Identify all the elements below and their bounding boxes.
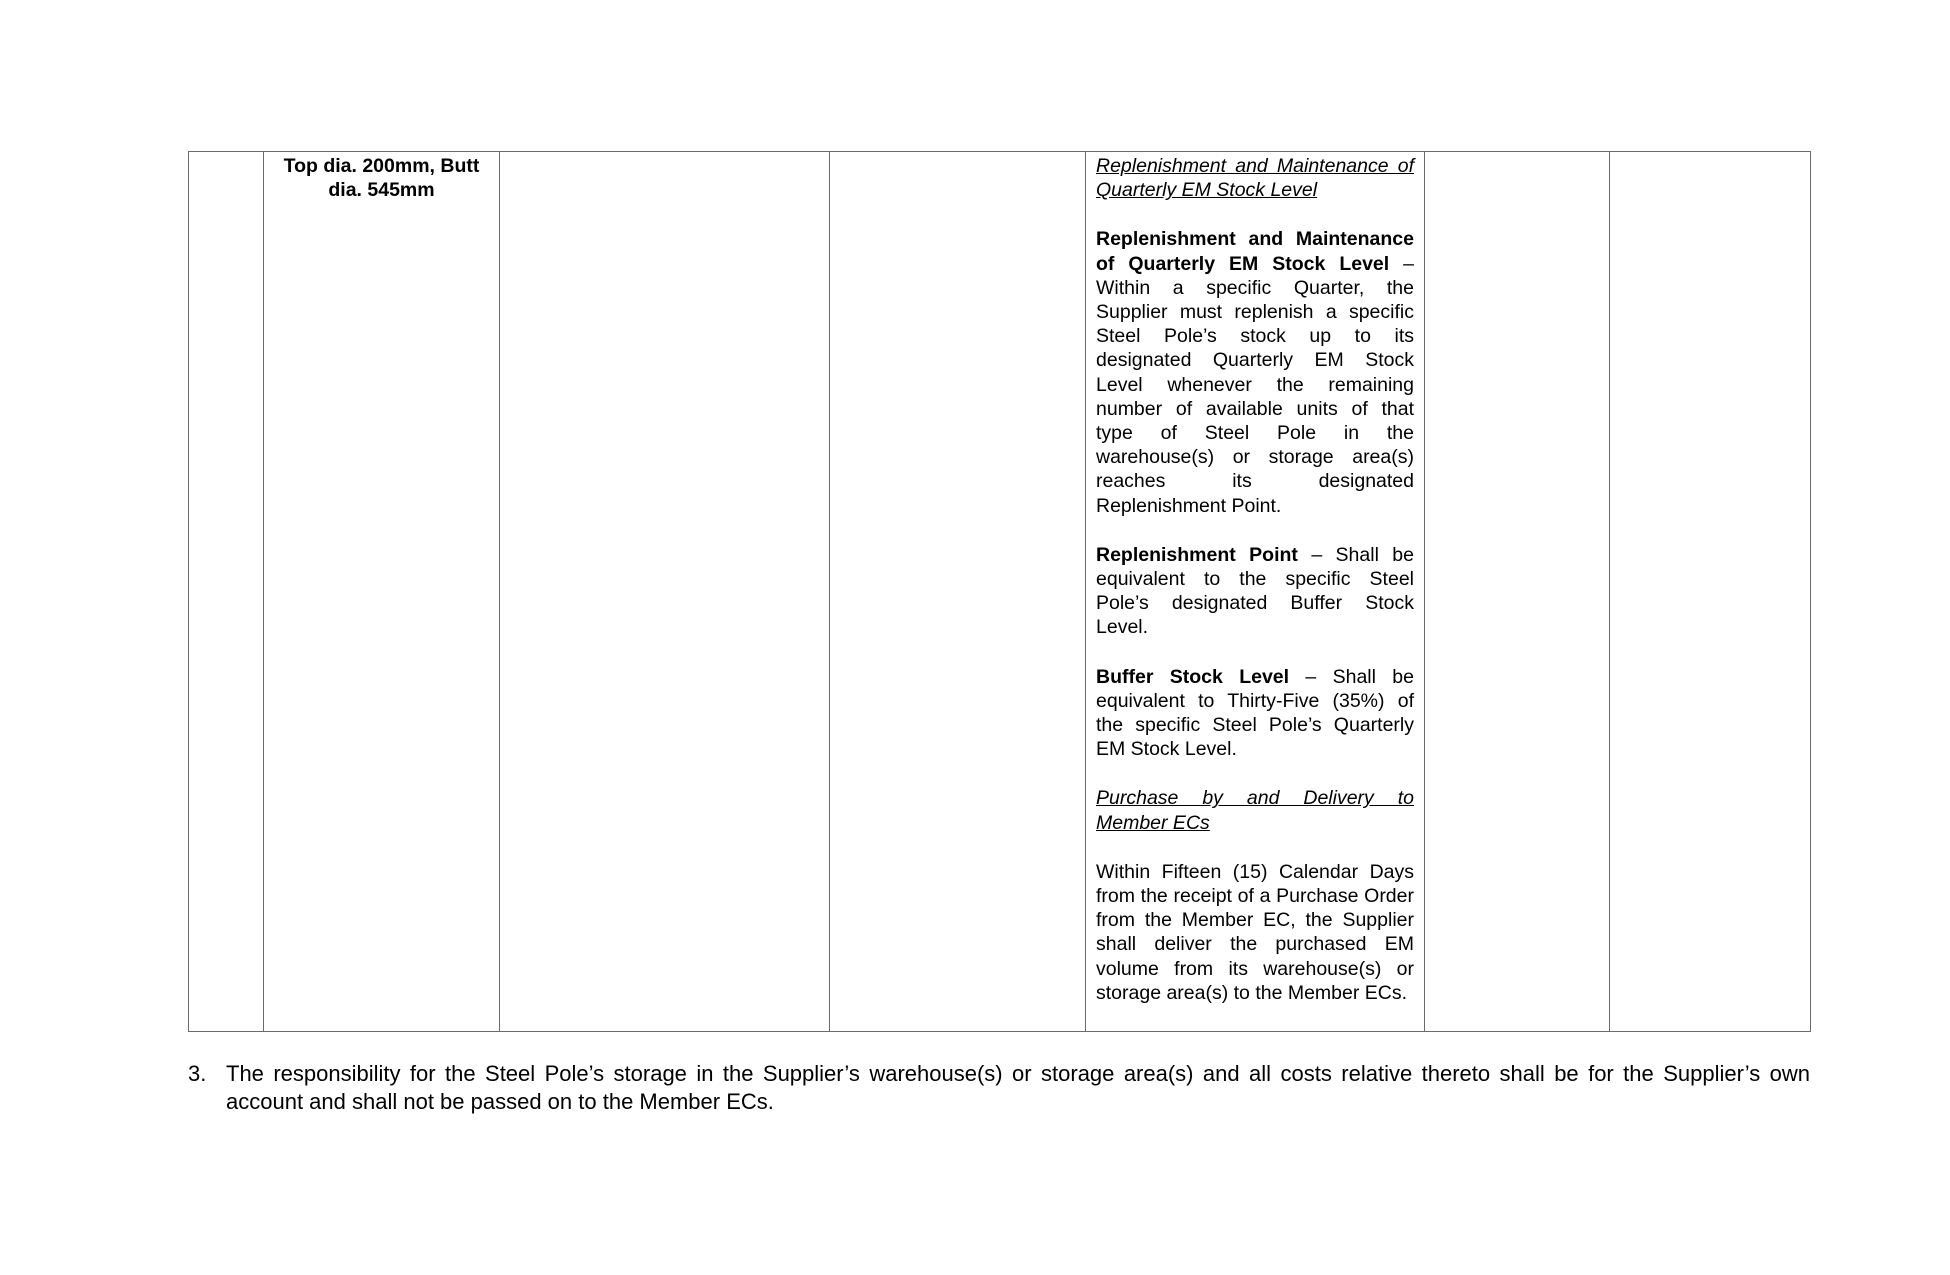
paragraph-buffer-stock — [1096, 665, 1414, 762]
heading-replenishment-text: Replenishment and Maintenance of Quarterly EM Stock Level — [1096, 155, 1414, 202]
definition-replenishment: – Within a specific Quarter, the Supplier must replenish a specific Steel Pole’s stock up to its designated Quarterly EM Stock Level whenever the remaining number of available units of that type of Steel Pole in the warehouse(s) or storage area(s) reaches its designated Replenishment Point. — [1096, 252, 1414, 517]
heading-replenishment — [1096, 154, 1414, 202]
heading-purchase-delivery — [1096, 786, 1414, 834]
numbered-paragraph — [188, 1060, 1810, 1116]
paragraph-replenishment-point — [1096, 543, 1414, 640]
empty-cell-7 — [1610, 152, 1811, 1032]
paragraph-replenishment — [1096, 227, 1414, 517]
item-number-cell — [189, 152, 264, 1032]
specification-cell — [264, 152, 500, 1032]
empty-cell-3 — [500, 152, 830, 1032]
empty-cell-6 — [1425, 152, 1610, 1032]
empty-cell-4 — [830, 152, 1086, 1032]
spec-line-1: Top dia. 200mm, Butt — [283, 155, 480, 177]
definition-buffer-stock: – Shall be equivalent to Thirty-Five (35%) of the specific Steel Pole’s Quarterly EM Stock Level. — [1096, 665, 1415, 761]
requirements-cell — [1086, 152, 1425, 1032]
specification-table — [188, 151, 1811, 1032]
term-replenishment: Replenishment and Maintenance of Quarterly EM Stock Level — [1096, 228, 1414, 275]
definition-replenishment-point: – Shall be equivalent to the specific Steel Pole’s designated Buffer Stock Level. — [1096, 543, 1415, 639]
spec-line-2: dia. 545mm — [328, 179, 435, 202]
list-text: The responsibility for the Steel Pole’s storage in the Supplier’s warehouse(s) or storage area(s) and all costs relative thereto shall be for the Supplier’s own account and shall not be passed on to the Member ECs. — [226, 1061, 1810, 1114]
table-row — [189, 152, 1811, 1032]
heading-purchase-delivery-text: Purchase by and Delivery to Member ECs — [1096, 787, 1414, 834]
term-buffer-stock: Buffer Stock Level — [1096, 665, 1290, 688]
list-number: 3. — [188, 1061, 207, 1086]
paragraph-delivery: Within Fifteen (15) Calendar Days from the receipt of a Purchase Order from the Member EC, the Supplier shall deliver the purchased EM volume from its warehouse(s) or storage area(s) to the Member ECs. — [1096, 860, 1414, 1004]
term-replenishment-point: Replenishment Point — [1096, 543, 1298, 566]
